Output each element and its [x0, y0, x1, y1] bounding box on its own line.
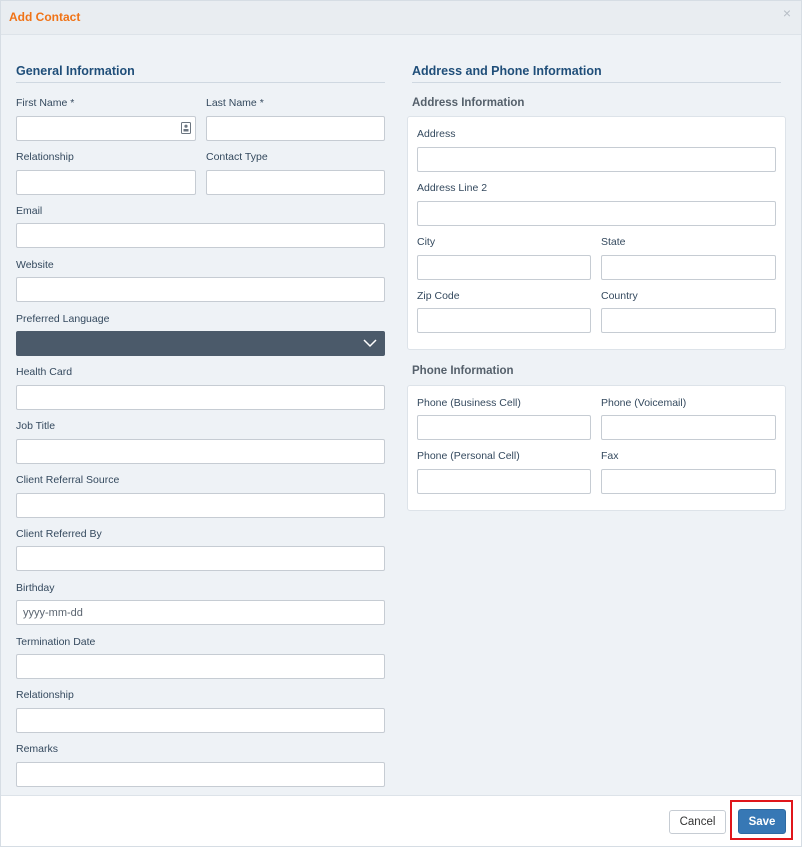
birthday-input[interactable] — [16, 600, 385, 625]
city-label: City — [417, 236, 436, 248]
phone-information-heading: Phone Information — [412, 365, 514, 377]
address-information-heading: Address Information — [412, 97, 525, 109]
dialog-footer — [1, 795, 801, 846]
email-label: Email — [16, 205, 43, 217]
first-name-label: First Name * — [16, 97, 75, 109]
close-icon[interactable]: × — [782, 5, 791, 21]
first-name-input[interactable] — [16, 116, 196, 141]
address-label: Address — [417, 128, 456, 140]
preferred-language-label: Preferred Language — [16, 313, 110, 325]
fax-label: Fax — [601, 450, 619, 462]
phone-personal-cell-input[interactable] — [417, 469, 591, 494]
address-phone-heading: Address and Phone Information — [412, 64, 781, 83]
last-name-label: Last Name * — [206, 97, 264, 109]
address-line-2-input[interactable] — [417, 201, 776, 226]
relationship-2-input[interactable] — [16, 708, 385, 733]
cancel-button[interactable]: Cancel — [669, 810, 726, 834]
first-name-wrapper — [16, 116, 196, 141]
termination-date-input[interactable] — [16, 654, 385, 679]
job-title-input[interactable] — [16, 439, 385, 464]
zip-code-input[interactable] — [417, 308, 591, 333]
country-label: Country — [601, 290, 638, 302]
state-input[interactable] — [601, 255, 776, 280]
client-referred-by-input[interactable] — [16, 546, 385, 571]
relationship-2-label: Relationship — [16, 689, 74, 701]
contact-type-input[interactable] — [206, 170, 385, 195]
phone-business-cell-label: Phone (Business Cell) — [417, 397, 521, 409]
save-button[interactable]: Save — [738, 809, 786, 834]
email-input[interactable] — [16, 223, 385, 248]
city-input[interactable] — [417, 255, 591, 280]
preferred-language-select[interactable] — [16, 331, 385, 356]
dialog-title: Add Contact — [9, 10, 81, 24]
phone-voicemail-input[interactable] — [601, 415, 776, 440]
phone-voicemail-label: Phone (Voicemail) — [601, 397, 687, 409]
last-name-input[interactable] — [206, 116, 385, 141]
client-referral-source-label: Client Referral Source — [16, 474, 120, 486]
client-referred-by-label: Client Referred By — [16, 528, 102, 540]
state-label: State — [601, 236, 626, 248]
contact-type-label: Contact Type — [206, 151, 268, 163]
phone-personal-cell-label: Phone (Personal Cell) — [417, 450, 520, 462]
zip-code-label: Zip Code — [417, 290, 460, 302]
remarks-label: Remarks — [16, 743, 59, 755]
chevron-down-icon — [363, 337, 377, 349]
phone-business-cell-input[interactable] — [417, 415, 591, 440]
website-label: Website — [16, 259, 54, 271]
relationship-input[interactable] — [16, 170, 196, 195]
contact-card-icon[interactable] — [181, 122, 191, 134]
remarks-input[interactable] — [16, 762, 385, 787]
dialog-header — [1, 1, 801, 35]
fax-input[interactable] — [601, 469, 776, 494]
website-input[interactable] — [16, 277, 385, 302]
termination-date-label: Termination Date — [16, 636, 96, 648]
address-input[interactable] — [417, 147, 776, 172]
country-input[interactable] — [601, 308, 776, 333]
health-card-label: Health Card — [16, 366, 73, 378]
birthday-label: Birthday — [16, 582, 55, 594]
health-card-input[interactable] — [16, 385, 385, 410]
job-title-label: Job Title — [16, 420, 56, 432]
address-line-2-label: Address Line 2 — [417, 182, 488, 194]
relationship-label: Relationship — [16, 151, 74, 163]
general-information-heading: General Information — [16, 64, 385, 83]
client-referral-source-input[interactable] — [16, 493, 385, 518]
